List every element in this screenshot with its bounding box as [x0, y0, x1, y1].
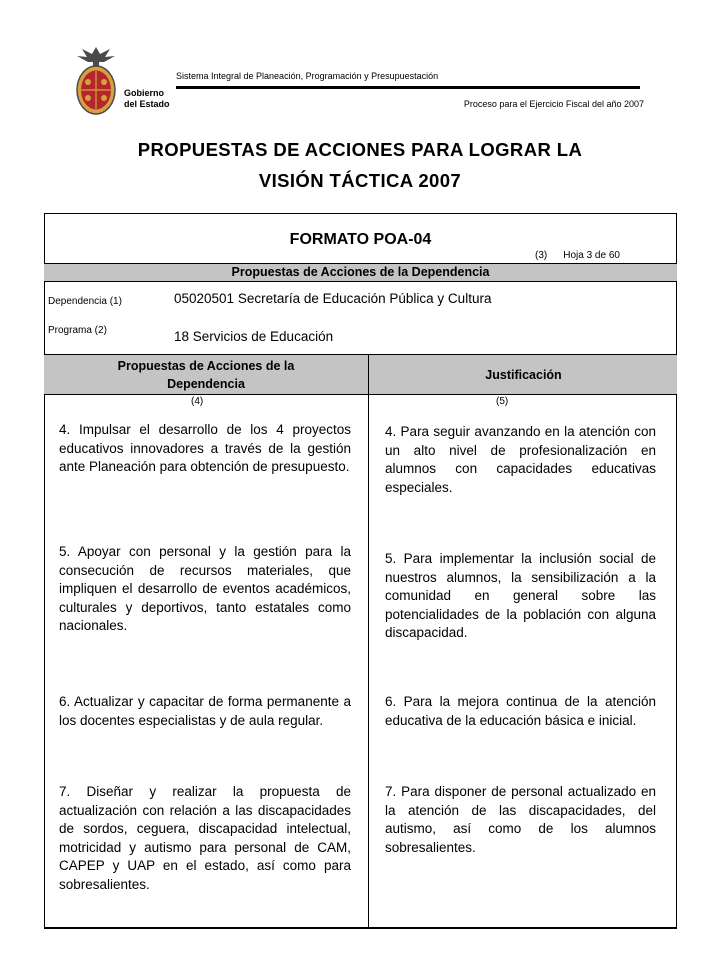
- justification-item: 6. Para la mejora continua de la atención educativa de la educación básica e inicial.: [385, 694, 656, 728]
- dependencia-value: 05020501 Secretaría de Educación Pública y Cultura: [174, 291, 492, 306]
- sheet-label: Hoja 3 de 60: [563, 250, 620, 261]
- justification-item: 7. Para disponer de personal actualizado en la atención de las discapacidades, del autismo, así como de los alumnos sobresalientes.: [385, 784, 656, 855]
- column-ref-actions: (4): [191, 396, 204, 407]
- header-rule: [176, 86, 640, 89]
- page-title-line2: VISIÓN TÁCTICA 2007: [258, 170, 462, 191]
- programa-value: 18 Servicios de Educación: [174, 329, 334, 344]
- government-label-line2: del Estado: [124, 99, 170, 109]
- form-name: FORMATO POA-04: [289, 231, 432, 248]
- programa-label: Programa (2): [48, 325, 107, 336]
- column-header-justification-text: Justificación: [485, 367, 562, 382]
- system-name: Sistema Integral de Planeación, Programación y Presupuestación: [176, 71, 439, 81]
- sheet-indicator: [535, 250, 620, 261]
- government-label-line1: Gobierno: [124, 88, 164, 98]
- column-header-justification: [368, 355, 678, 394]
- section-header: Propuestas de Acciones de la Dependencia: [44, 263, 677, 282]
- action-item: 5. Apoyar con personal y la gestión para la consecución de recursos materiales, que impliquen el desarrollo de eventos académicos, culturales y deportivos, tanto estatales como nacionales.: [59, 544, 351, 633]
- column-divider: [368, 395, 369, 929]
- fiscal-process-label: Proceso para el Ejercicio Fiscal del año 2007: [463, 99, 644, 109]
- table-header: [44, 354, 677, 395]
- column-ref-justification: (5): [496, 396, 509, 407]
- action-item: 4. Impulsar el desarrollo de los 4 proyectos educativos innovadores a través de la gestión ante Planeación para obtención de presupuesto.: [59, 422, 351, 474]
- dependencia-label: Dependencia (1): [48, 296, 122, 307]
- column-header-actions: [44, 355, 368, 394]
- column-header-actions-text: Propuestas de Acciones de la Dependencia: [117, 358, 295, 391]
- action-item: 6. Actualizar y capacitar de forma permanente a los docentes especialistas y de aula regular.: [59, 694, 351, 728]
- government-label: [124, 88, 170, 110]
- state-seal-icon: [74, 44, 118, 116]
- justification-item: 4. Para seguir avanzando en la atención con un alto nivel de profesionalización en alumnos con capacidades educativas especiales.: [385, 424, 656, 495]
- justification-item: 5. Para implementar la inclusión social de nuestros alumnos, la sensibilización a la comunidad en general sobre las potencialidades de la población con alguna discapacidad.: [385, 551, 656, 640]
- page-title-line1: PROPUESTAS DE ACCIONES PARA LOGRAR LA: [137, 139, 583, 160]
- sheet-ref: (3): [535, 250, 548, 261]
- action-item: 7. Diseñar y realizar la propuesta de actualización con relación a las discapacidades de sordos, ceguera, discapacidad intelectual, motricidad y autismo para personal de CAM, CAPEP y UAP en el estado, así como para sobresalientes.: [59, 784, 351, 892]
